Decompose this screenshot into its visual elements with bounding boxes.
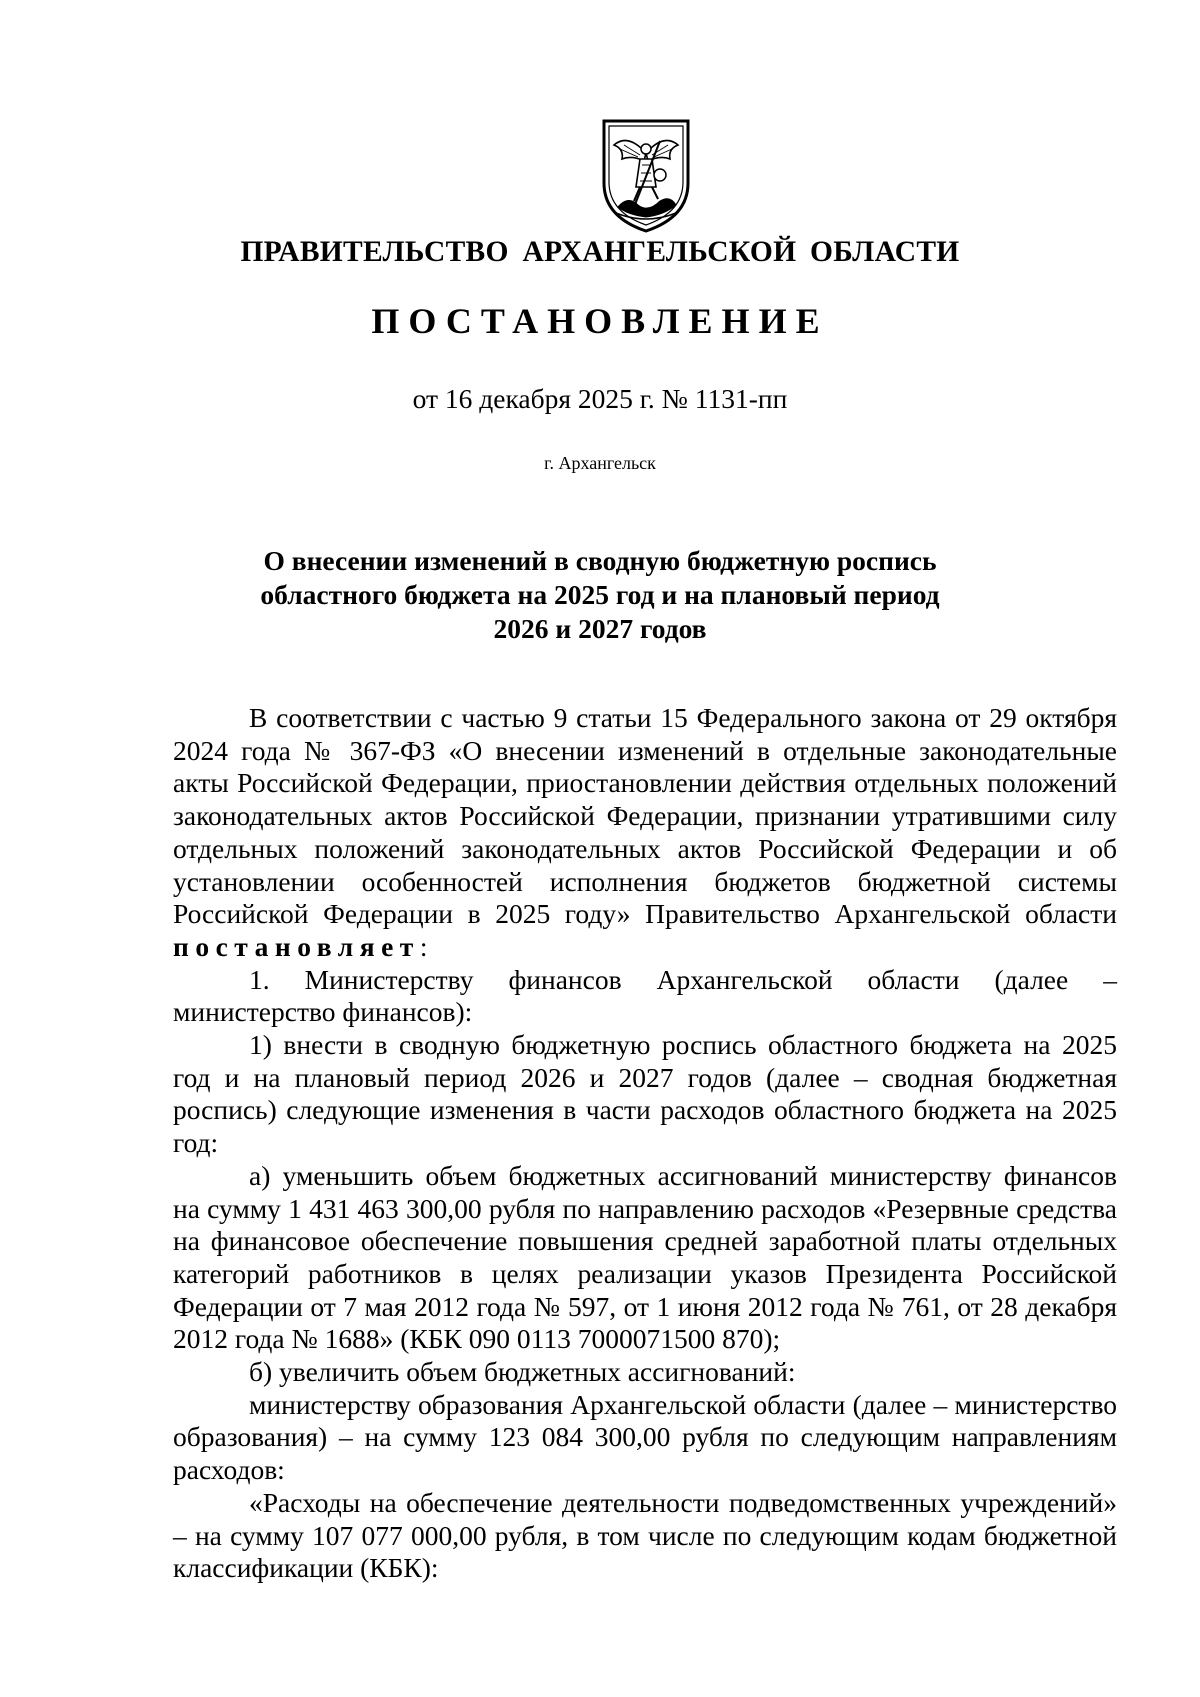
title-line-2: областного бюджета на 2025 год и на плановый период	[260, 579, 940, 610]
title-line-1: О внесении изменений в сводную бюджетную роспись	[263, 545, 937, 576]
coat-of-arms-icon	[598, 115, 694, 235]
paragraph-1-1: 1) внести в сводную бюджетную роспись областного бюджета на 2025 год и на плановый период 2026 и 2027 годов (далее – сводная бюджетная роспись) следующие изменения в части расходов областного бюджета на 2025 год:	[173, 1029, 1117, 1159]
paragraph-a: а) уменьшить объем бюджетных ассигнований министерству финансов на сумму 1 431 463 300,00 рубля по направлению расходов «Резервные средства на финансовое обеспечение повышения средней заработной платы отдельных категорий работников в целях реализации указов Президента Российской Федерации от 7 мая 2012 года № 597, от 1 июня 2012 года № 761, от 28 декабря 2012 года № 1688» (КБК 090 0113 7000071500 870);	[173, 1159, 1117, 1355]
document-title	[0, 544, 1200, 646]
city: г. Архангельск	[544, 453, 656, 473]
paragraph-b: б) увеличить объем бюджетных ассигнований:	[249, 1356, 796, 1388]
preamble-text: В соответствии с частью 9 статьи 15 Федерального закона от 29 октября 2024 года № 367-ФЗ «О внесении изменений в отдельные законодательные акты Российской Федерации, приостановлении действия отдельных положений законодательных актов Российской Федерации, признании утратившими силу отдельных положений законодательных актов Российской Федерации и об установлении особенностей исполнения бюджетов бюджетной системы Российской Федерации в 2025 году» Правительство Архангельской области	[173, 702, 1117, 930]
document-body	[173, 702, 1117, 1585]
paragraph-expenses: «Расходы на обеспечение деятельности подведомственных учреждений» – на сумму 107 077 000,00 рубля, в том числе по следующим кодам бюджетной классификации (КБК):	[173, 1486, 1117, 1584]
preamble-paragraph	[173, 702, 1117, 964]
paragraph-1: 1. Министерству финансов Архангельской области (далее – министерство финансов):	[173, 963, 1117, 1028]
date-and-number: от 16 декабря 2025 г. № 1131-пп	[412, 383, 788, 414]
decree-word: постановляет	[173, 930, 420, 962]
document-type: ПОСТАНОВЛЕНИЕ	[371, 301, 829, 341]
organization-name: ПРАВИТЕЛЬСТВО АРХАНГЕЛЬСКОЙ ОБЛАСТИ	[240, 236, 960, 268]
paragraph-education: министерству образования Архангельской области (далее – министерство образования) – на сумму 123 084 300,00 рубля по следующим направлениям расходов:	[173, 1388, 1117, 1486]
emblem	[598, 115, 694, 235]
decree-colon: :	[419, 930, 428, 962]
title-line-3: 2026 и 2027 годов	[493, 613, 707, 644]
